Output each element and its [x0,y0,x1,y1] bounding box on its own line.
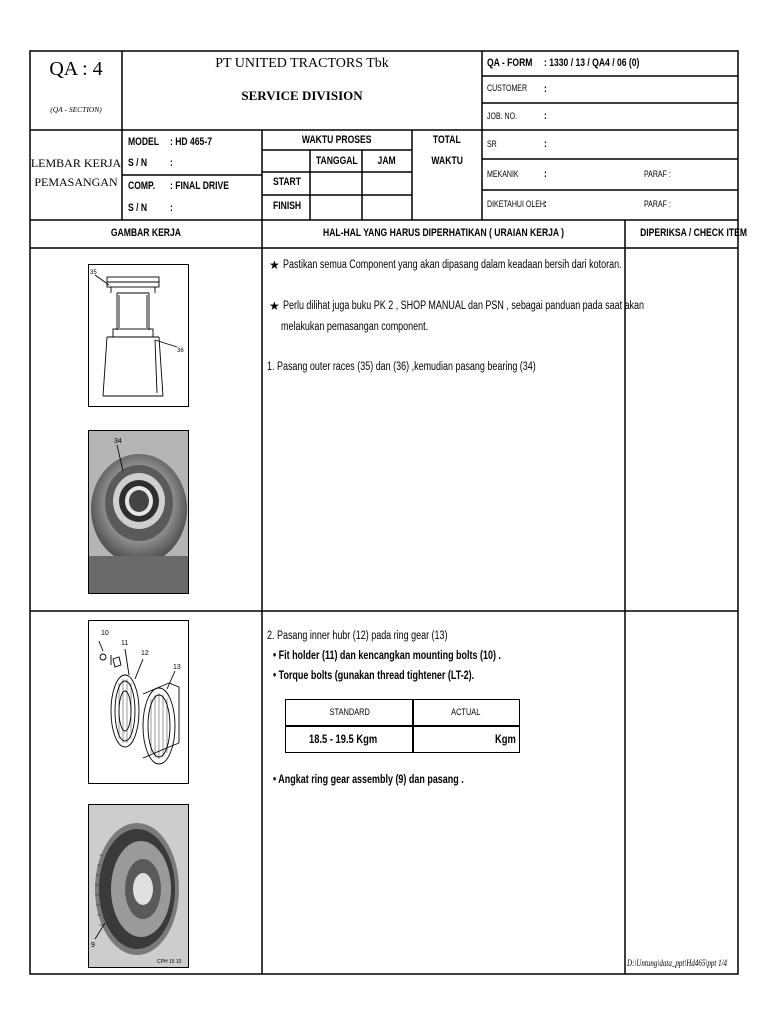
bullet-ring-gear: • Angkat ring gear assembly (9) dan pasang . [273,774,464,786]
bullet-torque-bolts: • Torque bolts (gunakan thread tightener (LT-2). [273,670,475,682]
mekanik-colon: : [544,168,547,180]
fig1-label-36: 36 [177,348,184,354]
waktu-label: WAKTU [431,155,463,167]
check-item-header: DIPERIKSA / CHECK ITEM [640,227,748,239]
fig3-label-10: 10 [101,630,109,637]
fig1-label-35: 35 [90,270,97,276]
diketahui-colon: : [544,198,547,210]
division-name: SERVICE DIVISION [241,88,363,103]
star-icon: ★ [269,299,280,313]
qa-form-label: QA - FORM [487,57,533,69]
note-manual-line2: melakukan pemasangan component. [281,321,429,333]
tanggal-label: TANGGAL [315,155,358,167]
diketahui-paraf-label: PARAF : [644,199,671,209]
customer-label: CUSTOMER [487,83,528,93]
model-label: MODEL [128,136,159,148]
qa-number: QA : 4 [49,58,103,80]
bullet-fit-holder: • Fit holder (11) dan kencangkan mounting bolts (10) . [273,650,501,662]
note-manual-line1: Perlu dilihat juga buku PK 2 , SHOP MANUAL dan PSN , sebagai panduan pada saat akan [283,300,645,312]
file-path: D:\Untung\data_ppt\Hd465\ppt 1/4 [627,958,728,968]
figure-ring-gear-drawing [88,620,189,784]
model-value: : HD 465-7 [170,136,212,148]
figure-ring-gear-photo [88,804,189,968]
mekanik-label: MEKANIK [487,169,519,179]
sn-label: S / N [128,157,148,169]
comp-value: : FINAL DRIVE [170,180,229,192]
job-no-label: JOB. NO. [487,111,518,121]
comp-label: COMP. [128,180,156,192]
finish-label: FINISH [273,200,302,212]
fig2-label-34: 34 [114,438,122,445]
sheet-title-2: PEMASANGAN [34,175,118,189]
jam-label: JAM [377,155,397,167]
qa-section: (QA - SECTION) [50,105,102,114]
sn2-value: : [170,202,173,214]
sr-label: SR [487,139,497,149]
customer-colon: : [544,83,547,95]
diketahui-label: DIKETAHUI OLEH [487,199,546,209]
fig3-label-13: 13 [173,664,181,671]
fig4-code: CPH 15 10 [157,959,182,965]
fig3-label-12: 12 [141,650,149,657]
sn-value: : [170,157,173,169]
step-1: 1. Pasang outer races (35) dan (36) ,kemudian pasang bearing (34) [267,361,536,373]
qa-form-value: : 1330 / 13 / QA4 / 06 (0) [544,57,640,69]
total-label: TOTAL [433,134,461,146]
company-name: PT UNITED TRACTORS Tbk [215,56,389,71]
job-no-colon: : [544,110,547,122]
gambar-kerja-header: GAMBAR KERJA [110,227,182,239]
waktu-proses-label: WAKTU PROSES [302,134,372,146]
standard-label: STANDARD [329,707,370,718]
star-icon: ★ [269,258,280,272]
figure-bearing-photo [88,430,189,594]
actual-label: ACTUAL [451,707,481,718]
sheet-title-1: LEMBAR KERJA [30,156,122,170]
note-clean-components: Pastikan semua Component yang akan dipasang dalam keadaan bersih dari kotoran. [283,259,622,271]
actual-unit: Kgm [495,732,516,746]
step-2: 2. Pasang inner hubr (12) pada ring gear (13) [267,630,448,642]
sn2-label: S / N [128,202,148,214]
start-label: START [273,176,301,188]
fig4-label-9: 9 [91,942,95,949]
mekanik-paraf-label: PARAF : [644,169,671,179]
sr-colon: : [544,138,547,150]
hal-hal-header: HAL-HAL YANG HARUS DIPERHATIKAN ( URAIAN KERJA ) [322,227,565,239]
standard-value: 18.5 - 19.5 Kgm [309,732,378,746]
fig3-label-11: 11 [121,640,129,647]
figure-outer-races-drawing [88,264,189,407]
